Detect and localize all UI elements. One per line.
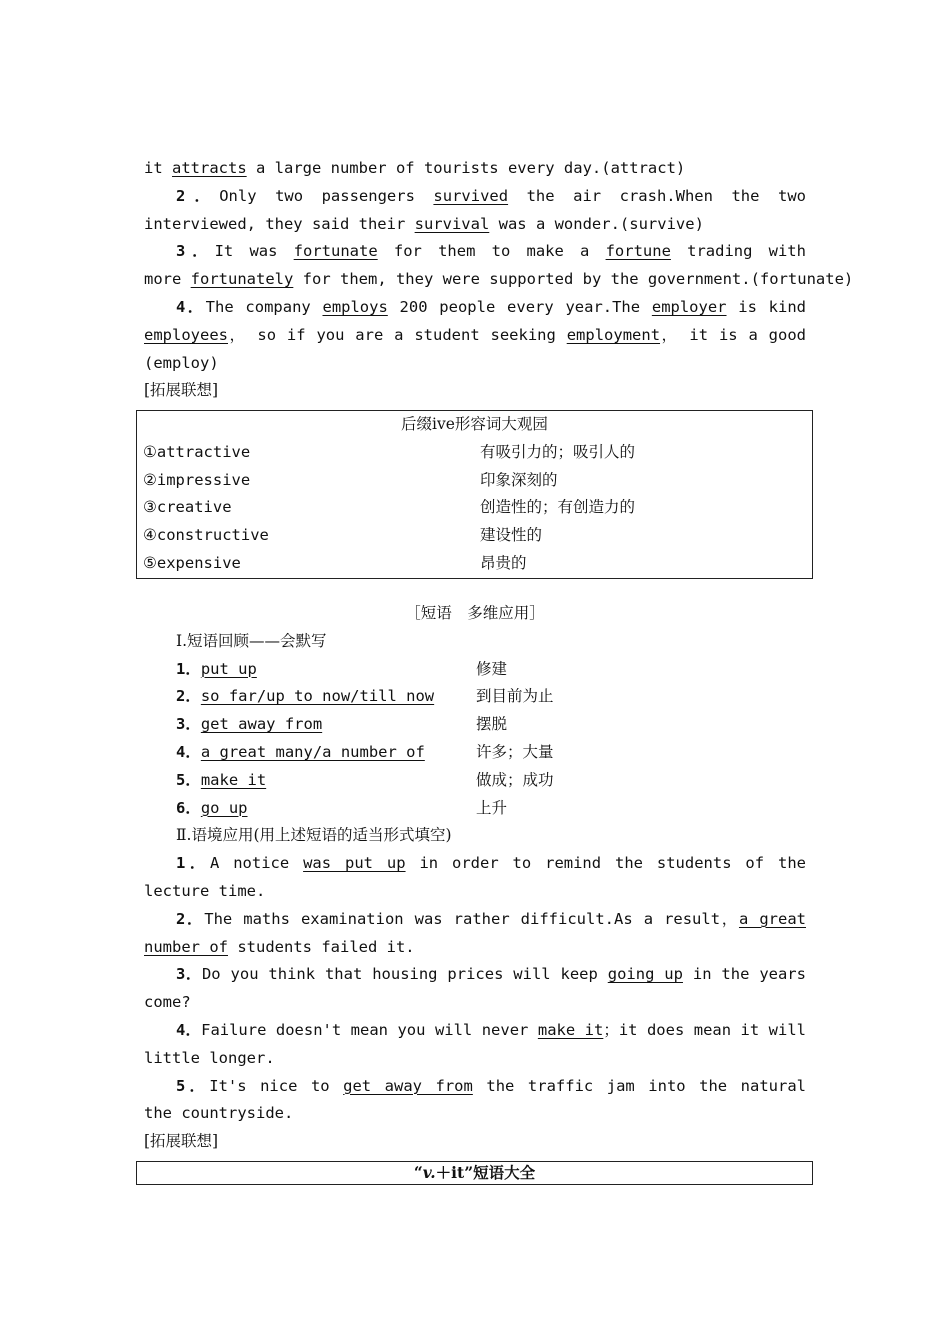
suffix-ive-table: [136, 410, 813, 579]
question-4-line-3: (employ): [144, 353, 219, 372]
sentence-2-line-1: 2．The maths examination was rather difficult.As a result，a great: [144, 906, 806, 934]
sentence-1-line-2: lecture time.: [144, 881, 266, 900]
table-row: ①attractive 有吸引力的；吸引人的: [143, 442, 636, 461]
sentence-5-line-2: the countryside.: [144, 1104, 294, 1123]
phrase-item: 6．go up 上升: [176, 798, 508, 817]
v-it-phrase-table: [136, 1161, 813, 1185]
part-2-title: Ⅱ.语境应用(用上述短语的适当形式填空): [176, 826, 452, 845]
question-3-line-2: more fortunately for them, they were supported by the government.(fortunate): [144, 270, 854, 289]
question-4-line-1: 4．The company employs 200 people every year.The employer is kind: [176, 297, 806, 316]
table-row: ③creative 创造性的；有创造力的: [143, 498, 636, 517]
answer-blank: make it: [200, 770, 267, 789]
sentence-3-line-1: 3．Do you think that housing prices will keep going up in the years: [176, 965, 806, 984]
phrase-item: 2．so far/up to now/till now 到目前为止: [176, 687, 554, 706]
table-title: 后缀ive形容词大观园: [401, 415, 548, 433]
answer-blank: attracts: [172, 159, 247, 177]
phrase-item: 3．get away from 摆脱: [176, 715, 508, 734]
question-3-line-1: 3．It was fortunate for them to make a fortune trading with: [176, 242, 806, 261]
answer-blank: employees: [144, 325, 228, 344]
answer-blank: so far/up to now/till now: [200, 687, 435, 706]
question-4-line-2: employees， so if you are a student seeking employment， it is a good: [144, 325, 806, 344]
phrase-section: [144, 600, 806, 1156]
answer-blank: get away from: [200, 715, 323, 734]
table-row: ②impressive 印象深刻的: [143, 470, 558, 489]
document-body: [144, 155, 854, 405]
answer-blank: a great: [738, 909, 806, 928]
table-row: ④constructive 建设性的: [143, 526, 543, 545]
sentence-2-line-2: number of students failed it.: [144, 937, 415, 956]
section-title: ［短语 多维应用］: [405, 604, 545, 622]
answer-blank: employs: [322, 297, 388, 316]
answer-blank: was put up: [303, 854, 406, 873]
question-2-line-2: interviewed, they said their survival was a wonder.(survive): [144, 214, 704, 233]
sentence-4-line-1: 4．Failure doesn't mean you will never make it；it does mean it will: [176, 1020, 806, 1039]
sentence-5-line-1: 5．It's nice to get away from the traffic jam into the natural: [176, 1076, 806, 1095]
answer-blank: number of: [144, 937, 228, 956]
answer-blank: put up: [200, 659, 257, 678]
table-title: “v.＋it”短语大全: [413, 1163, 536, 1182]
answer-blank: survived: [433, 186, 509, 205]
phrase-item: 5．make it 做成；成功: [176, 770, 554, 789]
paragraph-line: it attracts a large number of tourists every day.(attract): [144, 159, 686, 177]
answer-blank: employment: [566, 325, 661, 344]
phrase-item: 1．put up 修建: [176, 659, 508, 678]
answer-blank: a great many/a number of: [200, 742, 425, 761]
question-2-line-1: 2．Only two passengers survived the air crash.When the two: [176, 186, 806, 205]
answer-blank: survival: [414, 214, 490, 233]
answer-blank: go up: [200, 798, 248, 817]
answer-blank: employer: [651, 297, 727, 316]
extension-heading: [拓展联想]: [144, 1132, 219, 1151]
sentence-3-line-2: come?: [144, 993, 191, 1012]
extension-heading: [拓展联想]: [144, 381, 219, 400]
answer-blank: fortune: [605, 242, 671, 261]
sentence-1-line-1: 1．A notice was put up in order to remind the students of the: [176, 854, 806, 873]
phrase-item: 4．a great many/a number of 许多；大量: [176, 742, 554, 761]
answer-blank: going up: [607, 965, 683, 984]
answer-blank: fortunate: [293, 242, 378, 261]
answer-blank: make it: [537, 1020, 604, 1039]
answer-blank: fortunately: [190, 270, 294, 289]
table-row: ⑤expensive 昂贵的: [143, 553, 527, 572]
sentence-4-line-2: little longer.: [144, 1048, 275, 1067]
part-1-title: Ⅰ.短语回顾——会默写: [176, 631, 327, 650]
answer-blank: get away from: [343, 1076, 473, 1095]
